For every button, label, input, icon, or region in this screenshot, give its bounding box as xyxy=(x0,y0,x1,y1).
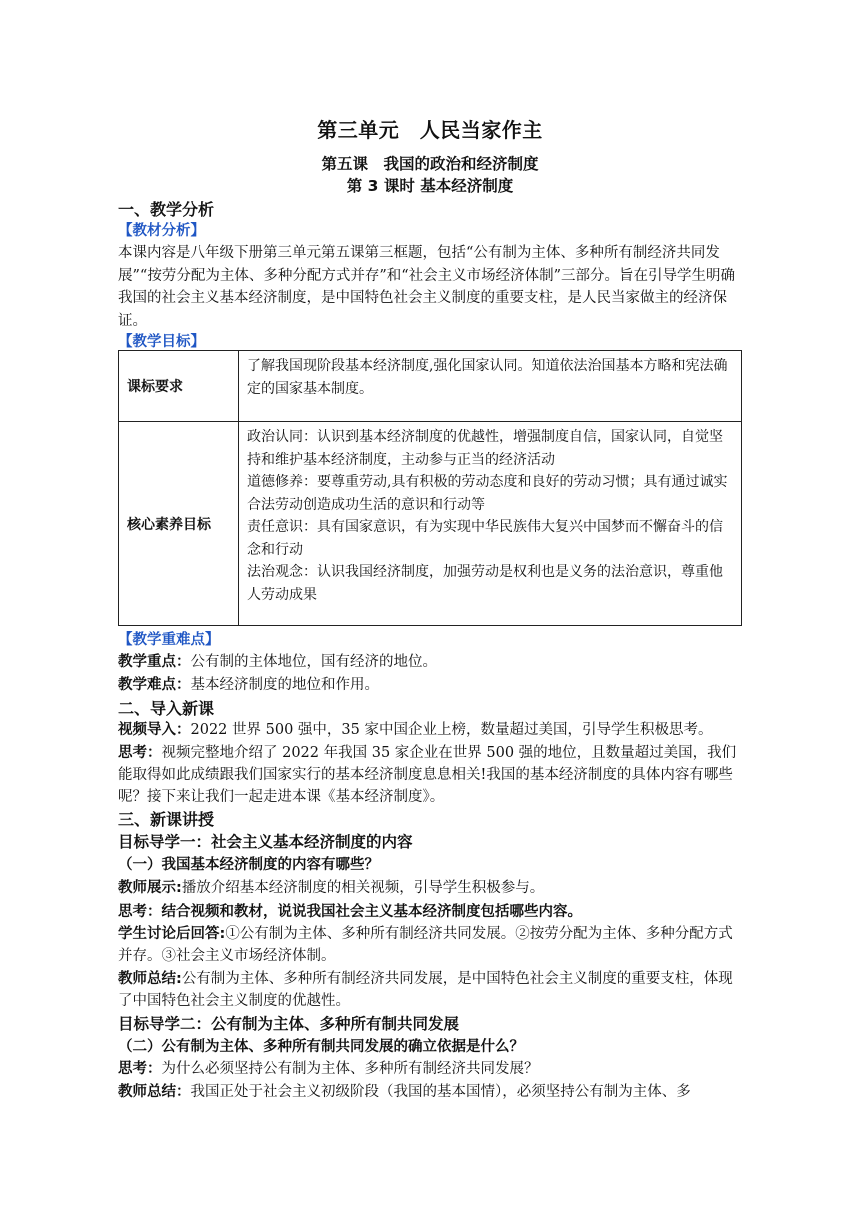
core-goal-moral: 道德修养：要尊重劳动,具有积极的劳动态度和良好的劳动习惯；具有通过诚实合法劳动创造成功生活的意识和行动等 xyxy=(247,474,728,513)
difficult-point-label: 教学难点： xyxy=(118,677,191,693)
key-difficult-tag: 【教学重难点】 xyxy=(118,632,220,648)
think-question-1: 思考：结合视频和教材，说说我国社会主义基本经济制度包括哪些内容。 xyxy=(118,904,582,920)
section-heading-new-lesson: 三、新课讲授 xyxy=(118,810,215,829)
teacher-show-line xyxy=(118,877,742,899)
teacher-summary-paragraph xyxy=(118,968,742,1012)
material-analysis-tag: 【教材分析】 xyxy=(118,223,205,239)
core-goal-political: 政治认同：认识到基本经济制度的优越性，增强制度自信，国家认同，自觉坚持和维护基本经济制度，主动参与正当的经济活动 xyxy=(247,429,723,468)
think-2-line xyxy=(118,1058,742,1080)
section-heading-intro: 二、导入新课 xyxy=(118,699,215,718)
think-label: 思考： xyxy=(118,745,162,761)
teacher-show-label: 教师展示: xyxy=(118,880,182,896)
teacher-summary-text: 公有制为主体、多种所有制经济共同发展，是中国特色社会主义制度的重要支柱，体现了中国特色社会主义制度的优越性。 xyxy=(118,971,733,1009)
unit-title: 第三单元 人民当家作主 xyxy=(317,118,543,142)
difficult-point-text: 基本经济制度的地位和作用。 xyxy=(190,677,379,693)
teaching-goals-tag: 【教学目标】 xyxy=(118,334,205,350)
goals-row-core-literacy xyxy=(119,422,742,626)
key-point-label: 教学重点： xyxy=(118,654,191,670)
standard-label: 课标要求 xyxy=(119,351,239,422)
question-1: （一）我国基本经济制度的内容有哪些？ xyxy=(118,857,379,873)
video-intro-text: 2022 世界 500 强中，35 家中国企业上榜，数量超过美国，引导学生积极思考。 xyxy=(190,722,713,738)
video-intro-label: 视频导入： xyxy=(118,722,191,738)
key-point-text: 公有制的主体地位，国有经济的地位。 xyxy=(190,654,437,670)
core-goal-rule-of-law: 法治观念：认识我国经济制度，加强劳动是权利也是义务的法治意识，尊重他人劳动成果 xyxy=(247,564,723,603)
teacher-show-text: 播放介绍基本经济制度的相关视频，引导学生积极参与。 xyxy=(181,880,545,896)
think-2-label: 思考： xyxy=(118,1061,162,1077)
goals-row-standard xyxy=(119,351,742,422)
think-text: 视频完整地介绍了 2022 年我国 35 家企业在世界 500 强的地位，且数量超过美国，我们能取得如此成绩跟我们国家实行的基本经济制度息息相关!我国的基本经济制度的具体内容有哪些呢？接下来让我们一起走进本课《基本经济制度》。 xyxy=(118,745,737,805)
student-answer-paragraph xyxy=(118,923,742,967)
goals-table xyxy=(118,350,742,626)
student-answer-label: 学生讨论后回答: xyxy=(118,926,226,942)
lesson-title: 第五课 我国的政治和经济制度 xyxy=(321,155,539,173)
standard-text: 了解我国现阶段基本经济制度,强化国家认同。知道依法治国基本方略和宪法确定的国家基本制度。 xyxy=(239,351,742,422)
period-title: 第 3 课时 基本经济制度 xyxy=(346,177,514,195)
core-literacy-label: 核心素养目标 xyxy=(119,422,239,626)
teacher-summary-2-line xyxy=(118,1081,742,1103)
goal-guide-2: 目标导学二：公有制为主体、多种所有制共同发展 xyxy=(118,1015,460,1033)
section-heading-analysis: 一、教学分析 xyxy=(118,200,215,219)
video-intro-line xyxy=(118,719,742,741)
teacher-summary-2-text: 我国正处于社会主义初级阶段（我国的基本国情），必须坚持公有制为主体、多 xyxy=(190,1084,691,1100)
difficult-point-line xyxy=(118,674,742,696)
teacher-summary-label: 教师总结: xyxy=(118,971,182,987)
think-2-text: 为什么必须坚持公有制为主体、多种所有制经济共同发展？ xyxy=(161,1061,539,1077)
material-analysis-text: 本课内容是八年级下册第三单元第五课第三框题，包括“公有制为主体、多种所有制经济共同发展”“按劳分配为主体、多种分配方式并存”和“社会主义市场经济体制”三部分。旨在引导学生明确我国的社会主义基本经济制度，是中国特色社会主义制度的重要支柱，是人民当家做主的经济保证。 xyxy=(118,245,736,329)
student-answer-text: ①公有制为主体、多种所有制经济共同发展。②按劳分配为主体、多种分配方式并存。③社会主义市场经济体制。 xyxy=(118,926,733,964)
question-2: （二）公有制为主体、多种所有制共同发展的确立依据是什么？ xyxy=(118,1039,524,1055)
core-literacy-content xyxy=(239,422,742,626)
goal-guide-1: 目标导学一：社会主义基本经济制度的内容 xyxy=(118,833,413,851)
teacher-summary-2-label: 教师总结： xyxy=(118,1084,191,1100)
core-goal-responsibility: 责任意识：具有国家意识，有为实现中华民族伟大复兴中国梦而不懈奋斗的信念和行动 xyxy=(247,519,723,558)
key-point-line xyxy=(118,651,742,673)
think-paragraph xyxy=(118,742,742,808)
